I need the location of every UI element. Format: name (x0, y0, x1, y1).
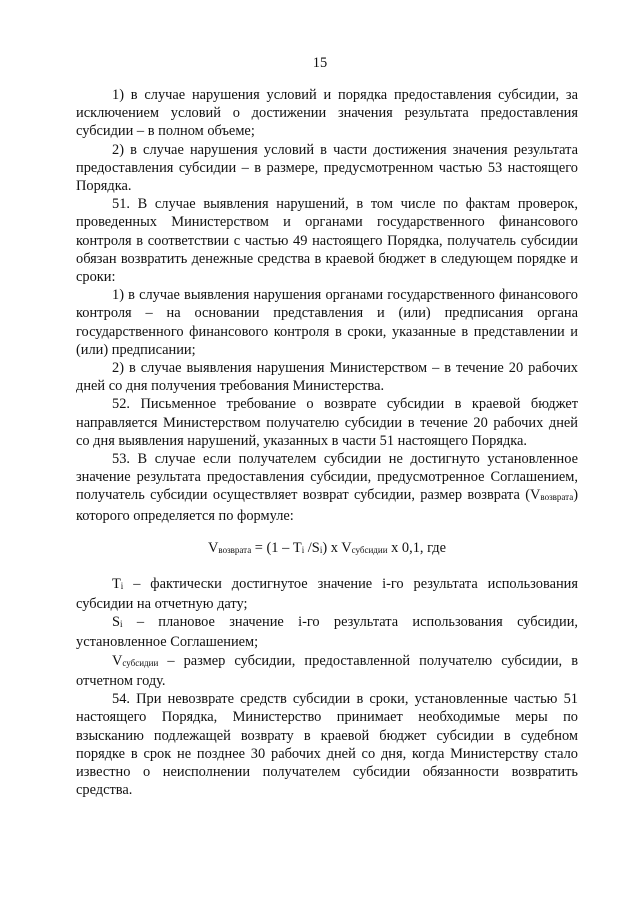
formula-v: V (208, 539, 219, 556)
paragraph-53-text: 53. В случае если получателем субсидии не достигнуто установленное значение результата предоставления субсидии, предусмотренное Соглашением, получатель субсидии осуществляет возврат субсидии, размер возврата (V (76, 451, 578, 504)
definition-t (76, 575, 578, 613)
paragraph-51: 51. В случае выявления нарушений, в том числе по фактам проверок, проведенных Министерством и органами государственного финансового контроля в соответствии с частью 49 настоящего Порядка, получатель субсидии обязан возвратить денежные средства в краевой бюджет в следующем порядке и сроки: (76, 196, 578, 286)
paragraph-50-2: 2) в случае нарушения условий в части достижения значения результата предоставления субсидии – в размере, предусмотренном частью 53 настоящего Порядка. (76, 141, 578, 195)
formula-slash-s: /S (304, 539, 320, 556)
definition-v-sub: субсидии (122, 657, 159, 668)
paragraph-51-2: 2) в случае выявления нарушения Министерством – в течение 20 рабочих дней со дня получения требования Министерства. (76, 360, 578, 395)
return-formula (76, 539, 578, 559)
paragraph-50-1: 1) в случае нарушения условий и порядка предоставления субсидии, за исключением условий о достижении значения результата предоставления субсидии – в полном объеме; (76, 87, 578, 140)
definition-v (76, 652, 578, 690)
paragraph-53-tail: ) которого определяется по формуле: (76, 487, 578, 524)
paragraph-51-1: 1) в случае выявления нарушения органами государственного финансового контроля – на основании представления и (или) предписания органа государственного финансового контроля в сроки, указанные в представлении и (или) предписании; (76, 287, 578, 358)
definition-s (76, 613, 578, 651)
definition-t-text: – фактически достигнутое значение i-го результата использования субсидии на отчетную дату; (76, 575, 578, 613)
document-body (76, 86, 578, 799)
definition-s-sub: i (120, 619, 123, 630)
formula-sub-return: возврата (218, 544, 252, 555)
definition-s-text: – плановое значение i-го результата использования субсидии, установленное Соглашением; (76, 614, 578, 651)
paragraph-53-subscript: возврата (540, 492, 574, 503)
paragraph-53 (76, 450, 578, 525)
definition-v-symbol: V (112, 652, 123, 669)
page-number: 15 (312, 55, 328, 71)
formula-tail: x 0,1, где (387, 539, 446, 556)
definition-t-symbol: T (112, 575, 121, 592)
paragraph-54: 54. При невозврате средств субсидии в сроки, установленные частью 51 настоящего Порядка, Министерство принимает необходимые меры по взысканию подлежащей возврату в краевой бюджет субсидии в судебном порядке в срок не позднее 30 рабочих дней со дня, когда Министерству стало известно о неисполнении получателем субсидии обязанности возвратить средства. (76, 691, 578, 799)
definition-t-sub: i (120, 580, 124, 591)
definition-s-symbol: S (112, 614, 121, 631)
paragraph-52: 52. Письменное требование о возврате субсидии в краевой бюджет направляется Министерством получателю субсидии в течение 20 рабочих дней со дня выявления нарушений, указанных в части 51 настоящего Порядка. (76, 396, 578, 449)
definition-v-text: – размер субсидии, предоставленной получателю субсидии, в отчетном году. (76, 652, 578, 689)
formula-sub-subsidy: субсидии (351, 544, 388, 555)
formula-sub-i2: i (319, 544, 323, 555)
formula-close-x: ) x V (322, 539, 352, 556)
formula-eq-open: = (1 – T (251, 539, 302, 556)
formula-sub-i1: i (301, 544, 305, 555)
